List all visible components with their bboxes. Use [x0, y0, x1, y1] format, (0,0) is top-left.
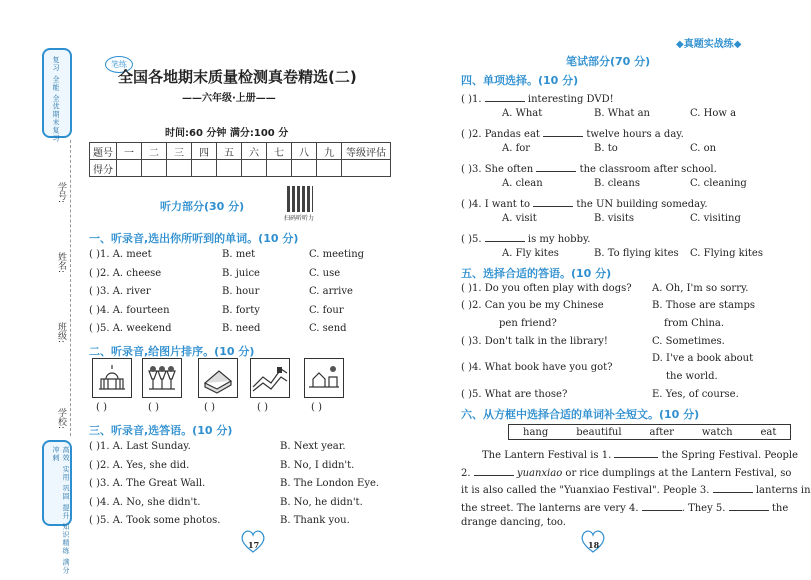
word-option: watch	[701, 426, 733, 438]
s5-q2: ( )2. Can you be my Chinese	[461, 300, 604, 311]
answer-blank[interactable]	[614, 447, 658, 458]
score-cell[interactable]	[342, 160, 391, 177]
s1-q2-a: ( )2. A. cheese	[89, 268, 162, 279]
s5-q4: ( )4. What book have you got?	[461, 362, 613, 373]
listening-title: 听力部分(30 分)	[160, 200, 245, 213]
section-2-title: 二、听录音,给图片排序。(10 分)	[89, 345, 255, 358]
passage-text: The Lantern Festival is 1.	[482, 450, 612, 461]
stem-pre: ( )2. Pandas eat	[461, 129, 540, 140]
stem-post: twelve hours a day.	[586, 129, 684, 140]
s4-q4-c: C. visiting	[690, 213, 741, 224]
s3-q1-a: ( )1. A. Last Sunday.	[89, 441, 191, 452]
s5-q2-cont: pen friend?	[499, 318, 557, 329]
answer-blank[interactable]	[474, 465, 514, 476]
s1-q1-b: B. met	[222, 249, 256, 260]
passage-line-2	[461, 465, 791, 479]
answer-blank[interactable]	[485, 91, 525, 102]
s1-q4-b: B. forty	[222, 305, 260, 316]
sidebar-bottom-text: 高效 实用 巩固 提升 知识精练 满分冲刺	[52, 446, 70, 575]
answer-blank[interactable]	[536, 161, 576, 172]
passage-text: the street. The lanterns are very 4.	[461, 503, 639, 514]
section-3-title: 三、听录音,选答语。(10 分)	[89, 424, 233, 437]
passage-line-3	[461, 482, 811, 496]
top-banner: ◆真题实战练◆	[676, 39, 742, 50]
word-option: after	[649, 426, 674, 438]
passage-text: or rice dumplings at the Lantern Festival, so	[565, 468, 792, 479]
score-header: 八	[292, 143, 317, 160]
stem-pre: ( )4. I want to	[461, 199, 531, 210]
s5-q5: ( )5. What are those?	[461, 389, 568, 400]
s4-q3-stem	[461, 161, 717, 175]
page-subtitle: ——六年级·上册——	[182, 93, 276, 104]
s3-q5-a: ( )5. A. Took some photos.	[89, 515, 221, 526]
s1-q5-a: ( )5. A. weekend	[89, 323, 172, 334]
s3-q2-a: ( )2. A. Yes, she did.	[89, 460, 190, 471]
word-option: hang	[523, 426, 549, 438]
s4-q2-a: A. for	[502, 143, 531, 154]
s5-q3: ( )3. Don't talk in the library!	[461, 336, 608, 347]
time-info: 时间:60 分钟 满分:100 分	[165, 128, 289, 139]
s5-a2: B. Those are stamps	[652, 300, 756, 311]
s4-q4-stem	[461, 196, 708, 210]
score-cell[interactable]	[267, 160, 292, 177]
s1-q2-b: B. juice	[222, 268, 260, 279]
stem-post: interesting DVD!	[527, 94, 614, 105]
s5-a4: D. I've a book about	[652, 353, 754, 364]
score-cell[interactable]	[292, 160, 317, 177]
s4-q2-c: C. on	[690, 143, 717, 154]
capitol-building-picture	[92, 358, 132, 398]
s1-q1-a: ( )1. A. meet	[89, 249, 152, 260]
answer-blank[interactable]	[485, 231, 525, 242]
qr-label: 扫码听听力	[284, 215, 315, 222]
score-header: 九	[317, 143, 342, 160]
s1-q1-c: C. meeting	[309, 249, 365, 260]
s5-q1: ( )1. Do you often play with dogs?	[461, 283, 632, 294]
answer-blank[interactable]	[729, 500, 769, 511]
s4-q1-c: C. How a	[690, 108, 737, 119]
score-cell[interactable]	[192, 160, 217, 177]
s3-q3-a: ( )3. A. The Great Wall.	[89, 478, 206, 489]
written-title: 笔试部分(70 分)	[566, 55, 651, 68]
s4-q5-stem	[461, 231, 591, 245]
score-cell[interactable]	[217, 160, 242, 177]
answer-blank[interactable]	[543, 126, 583, 137]
sandwich-picture	[198, 358, 238, 398]
score-cell[interactable]	[117, 160, 142, 177]
page-number-right: 18	[588, 540, 600, 550]
passage-text: the	[771, 503, 789, 514]
passage-line-5: drange dancing, too.	[461, 517, 566, 528]
s3-q5-b: B. Thank you.	[280, 515, 350, 526]
cut-line	[70, 140, 71, 436]
stem-pre: ( )3. She often	[461, 164, 534, 175]
score-header: 题号	[90, 143, 117, 160]
s4-q2-b: B. to	[594, 143, 618, 154]
s1-q3-a: ( )3. A. river	[89, 286, 151, 297]
picture-bracket[interactable]: ( )	[311, 402, 322, 413]
score-table	[89, 142, 391, 177]
score-row-label: 得分	[90, 160, 117, 177]
s1-q3-c: C. arrive	[309, 286, 353, 297]
ice-cream-picture	[142, 358, 182, 398]
badge: 笔练	[105, 56, 133, 73]
s5-a4-cont: the world.	[666, 371, 718, 382]
picture-bracket[interactable]: ( )	[257, 402, 268, 413]
section-1-title: 一、听录音,选出你所听到的单词。(10 分)	[89, 232, 299, 245]
score-cell[interactable]	[242, 160, 267, 177]
answer-blank[interactable]	[533, 196, 573, 207]
section-6-title: 六、从方框中选择合适的单词补全短文。(10 分)	[461, 408, 700, 421]
answer-blank[interactable]	[642, 500, 682, 511]
s4-q1-a: A. What	[502, 108, 543, 119]
great-wall-picture	[250, 358, 290, 398]
s1-q2-c: C. use	[309, 268, 341, 279]
s4-q1-b: B. What an	[594, 108, 650, 119]
passage-text: the Spring Festival. People	[661, 450, 799, 461]
stem-pre: ( )5.	[461, 234, 482, 245]
s4-q5-b: B. To flying kites	[594, 248, 679, 259]
school-label: 学校:	[56, 408, 66, 430]
s4-q4-a: A. visit	[502, 213, 537, 224]
score-cell[interactable]	[167, 160, 192, 177]
passage-italic: yuanxiao	[516, 468, 563, 479]
picture-bracket[interactable]: ( )	[204, 402, 215, 413]
number-label: 学号:	[56, 182, 66, 204]
s5-a5: E. Yes, of course.	[652, 389, 739, 400]
score-header: 五	[217, 143, 242, 160]
word-option: beautiful	[576, 426, 622, 438]
word-option: eat	[760, 426, 777, 438]
word-box	[508, 424, 791, 440]
passage-text: 2.	[461, 468, 471, 479]
score-cell[interactable]	[317, 160, 342, 177]
score-header: 二	[142, 143, 167, 160]
name-label: 姓名:	[56, 252, 66, 274]
passage-text: lanterns in	[755, 485, 811, 496]
score-header: 一	[117, 143, 142, 160]
s4-q3-a: A. clean	[502, 178, 543, 189]
s5-a1: A. Oh, I'm so sorry.	[652, 283, 749, 294]
stem-pre: ( )1.	[461, 94, 482, 105]
passage-line-4	[461, 500, 788, 514]
stem-post: the UN building someday.	[576, 199, 708, 210]
s1-q5-b: B. need	[222, 323, 261, 334]
section-4-title: 四、单项选择。(10 分)	[461, 74, 579, 87]
s4-q5-c: C. Flying kites	[690, 248, 763, 259]
s1-q4-a: ( )4. A. fourteen	[89, 305, 170, 316]
s3-q4-b: B. No, he didn't.	[280, 497, 363, 508]
qr-code-icon	[287, 186, 313, 212]
s3-q1-b: B. Next year.	[280, 441, 346, 452]
s1-q4-c: C. four	[309, 305, 344, 316]
score-header: 三	[167, 143, 192, 160]
score-header: 六	[242, 143, 267, 160]
sidebar-top-text: 复习 全能 全优期末复习	[52, 56, 60, 143]
picture-bracket[interactable]: ( )	[96, 402, 107, 413]
page-number-left: 17	[248, 540, 260, 550]
passage-text: . They 5.	[681, 503, 726, 514]
class-label: 班级:	[56, 322, 66, 344]
stem-post: the classroom after school.	[579, 164, 717, 175]
farm-picture	[304, 358, 344, 398]
s3-q3-b: B. The London Eye.	[280, 478, 380, 489]
s5-a3: C. Sometimes.	[652, 336, 725, 347]
picture-bracket[interactable]: ( )	[148, 402, 159, 413]
score-header: 等级评估	[342, 143, 391, 160]
page-title: 全国各地期末质量检测真卷精选(二)	[118, 68, 357, 86]
s3-q2-b: B. No, I didn't.	[280, 460, 355, 471]
score-header: 七	[267, 143, 292, 160]
s3-q4-a: ( )4. A. No, she didn't.	[89, 497, 201, 508]
passage-text: it is also called the "Yuanxiao Festival". People 3.	[461, 485, 710, 496]
s4-q2-stem	[461, 126, 684, 140]
s4-q1-stem	[461, 91, 614, 105]
s5-a2-cont: from China.	[664, 318, 725, 329]
section-5-title: 五、选择合适的答语。(10 分)	[461, 267, 612, 280]
passage-line-1	[482, 447, 798, 461]
s1-q3-b: B. hour	[222, 286, 260, 297]
s4-q3-b: B. cleans	[594, 178, 640, 189]
s4-q3-c: C. cleaning	[690, 178, 747, 189]
s4-q5-a: A. Fly kites	[502, 248, 559, 259]
score-cell[interactable]	[142, 160, 167, 177]
answer-blank[interactable]	[713, 482, 753, 493]
s4-q4-b: B. visits	[594, 213, 635, 224]
score-header: 四	[192, 143, 217, 160]
s1-q5-c: C. send	[309, 323, 347, 334]
stem-post: is my hobby.	[527, 234, 591, 245]
